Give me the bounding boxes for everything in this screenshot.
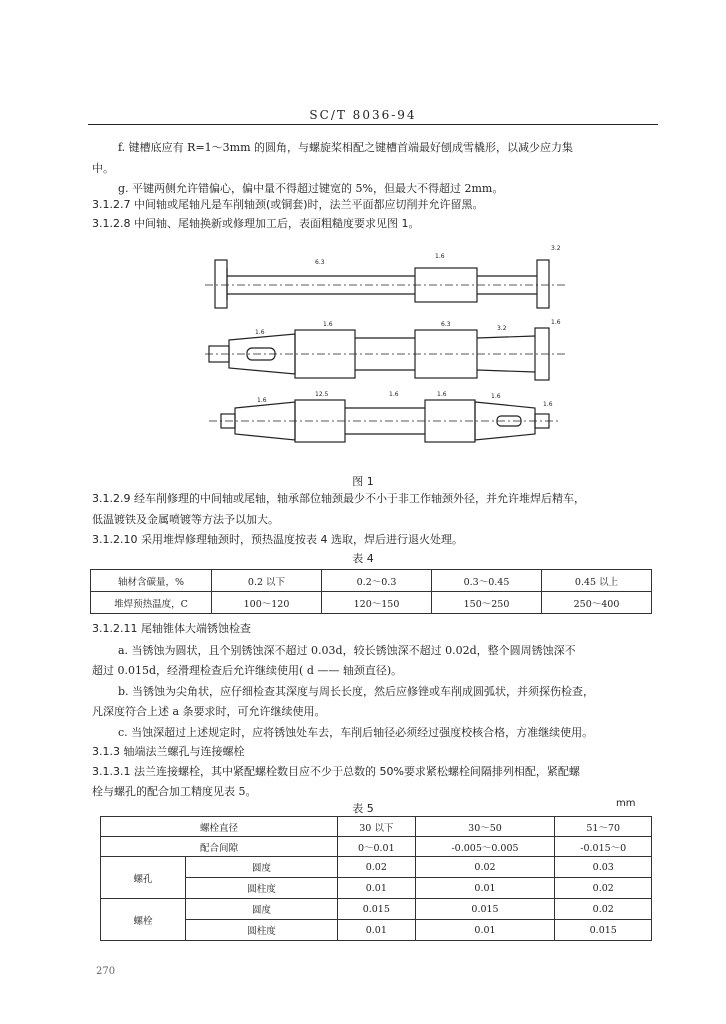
roughness-labels (255, 245, 561, 408)
table5-unit: mm (616, 798, 636, 809)
stern-shaft-keyed (209, 400, 561, 442)
section-3131-line2: 栓与螺孔的配合加工精度见表 5。 (92, 785, 257, 798)
page-number: 270 (96, 966, 116, 977)
section-3128: 3.1.2.8 中间轴、尾轴换新或修理加工后，表面粗糙度要求见图 1。 (92, 217, 420, 230)
svg-text:1.6: 1.6 (437, 391, 447, 398)
table-5 (100, 816, 652, 941)
table5-row-bolt-cylindricity: 圆柱度 0.01 0.01 0.015 (101, 920, 652, 941)
item-b-line2: 凡深度符合上述 a 条要求时，可允许继续使用。 (92, 705, 326, 718)
table5-row-diameter: 螺栓直径 30 以下 30～50 51～70 (101, 817, 652, 837)
item-b-line1: b. 当锈蚀为尖角状，应仔细检查其深度与周长长度，然后应修锉或车削成圆弧状，并须探伤检查， (118, 685, 595, 698)
table5-caption: 表 5 (352, 802, 374, 815)
table5-row-hole-cylindricity: 圆柱度 0.01 0.01 0.02 (101, 878, 652, 899)
svg-text:1.6: 1.6 (255, 329, 265, 336)
item-a-line2: 超过 0.015d，经滑理检查后允许继续使用( d —— 轴颈直径)。 (92, 664, 403, 677)
item-c: c. 当蚀深超过上述规定时，应将锈蚀处车去，车削后轴径必须经过强度校核合格，方准继续使用。 (118, 726, 594, 739)
shaft-drawing-figure (205, 240, 575, 450)
table-4 (90, 569, 652, 614)
table5-row-bolt-roundness: 螺栓 圆度 0.015 0.015 0.02 (101, 899, 652, 920)
svg-text:3.2: 3.2 (497, 325, 507, 332)
svg-text:12.5: 12.5 (315, 391, 329, 398)
svg-text:6.3: 6.3 (315, 259, 325, 266)
svg-text:1.6: 1.6 (323, 321, 333, 328)
svg-text:1.6: 1.6 (257, 397, 267, 404)
table4-row-temperature: 堆焊预热温度，C 100～120 120～150 150～250 250～400 (91, 592, 652, 614)
svg-text:6.3: 6.3 (441, 321, 451, 328)
table4-caption: 表 4 (352, 552, 374, 565)
svg-text:1.6: 1.6 (551, 319, 561, 326)
section-3129-line1: 3.1.2.9 经车削修理的中间轴或尾轴，轴承部位轴颈最少不小于非工作轴颈外径，并允许堆焊后精车， (92, 492, 585, 505)
section-31211: 3.1.2.11 尾轴锥体大端锈蚀检查 (92, 622, 251, 635)
table5-row-clearance: 配合间隙 0～0.01 -0.005～0.005 -0.015～0 (101, 837, 652, 857)
section-3127: 3.1.2.7 中间轴或尾轴凡是车削轴颈(或铜套)时，法兰平面都应切削并允许留黑。 (92, 198, 484, 211)
svg-text:3.2: 3.2 (551, 245, 561, 252)
figure-caption: 图 1 (352, 475, 374, 488)
svg-text:1.6: 1.6 (389, 391, 399, 398)
page-header: SC/T 8036-94 (309, 108, 417, 122)
table4-row-carbon: 轴材含碳量，% 0.2 以下 0.2～0.3 0.3～0.45 0.45 以上 (91, 570, 652, 592)
intermediate-shaft (205, 260, 565, 308)
item-a-line1: a. 当锈蚀为圆状，且个别锈蚀深不超过 0.03d，较长锈蚀深不超过 0.02d，整个圆周锈蚀深不 (118, 644, 576, 657)
table5-row-hole-roundness: 螺孔 圆度 0.02 0.02 0.03 (101, 857, 652, 878)
section-3131-line1: 3.1.3.1 法兰连接螺栓，其中紧配螺栓数目应不少于总数的 50%要求紧松螺栓间隔排列相配，紧配螺 (92, 765, 580, 778)
svg-text:1.6: 1.6 (491, 393, 501, 400)
item-g: g. 平键两侧允许错偏心，偏中量不得超过键宽的 5%，但最大不得超过 2mm。 (118, 182, 504, 195)
item-f: f. 键槽底应有 R=1～3mm 的圆角，与螺旋桨相配之键槽首端最好刨成雪橇形，以减少应力集 (118, 141, 574, 154)
section-31210: 3.1.2.10 采用堆焊修理轴颈时，预热温度按表 4 选取，焊后进行退火处理。 (92, 533, 463, 546)
section-313: 3.1.3 轴端法兰螺孔与连接螺栓 (92, 745, 245, 758)
svg-text:1.6: 1.6 (543, 401, 553, 408)
item-f-cont: 中。 (92, 162, 114, 175)
svg-text:1.6: 1.6 (435, 253, 445, 260)
header-rule (88, 124, 658, 125)
section-3129-line2: 低温镀铁及金属喷镀等方法予以加大。 (92, 513, 279, 526)
